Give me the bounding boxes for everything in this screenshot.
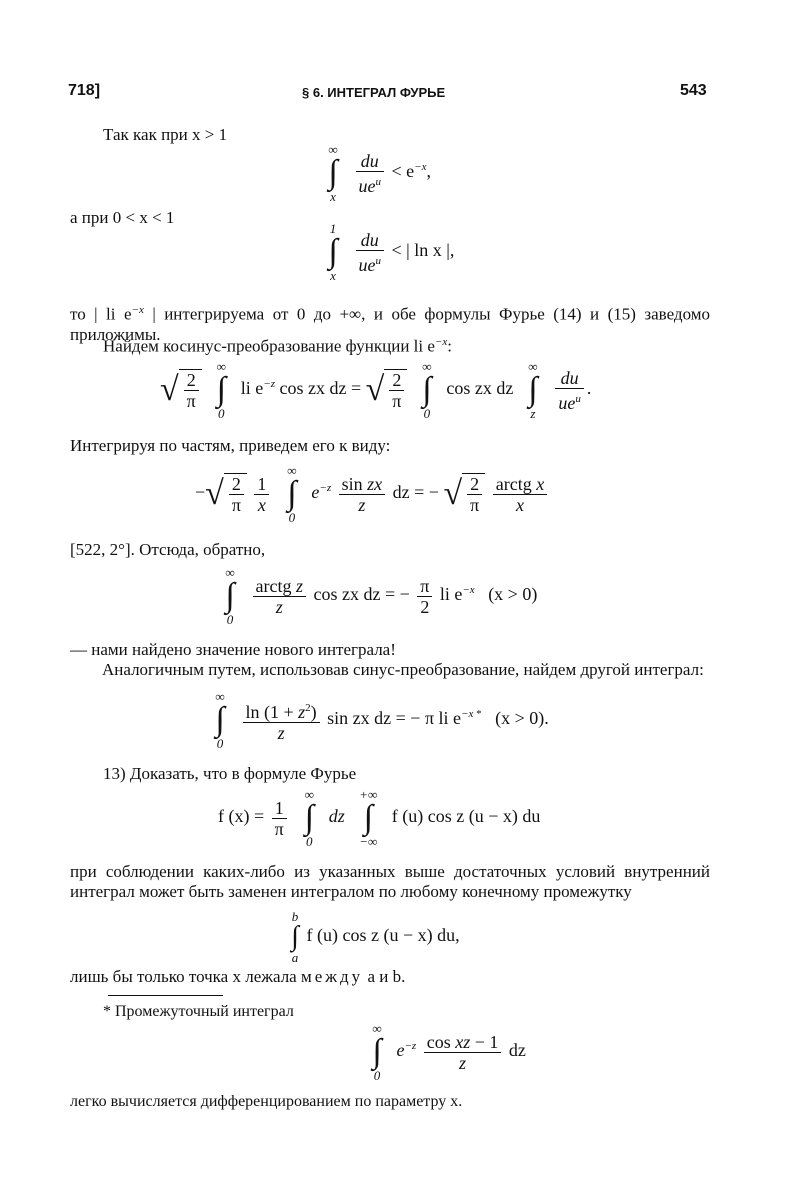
- paragraph: Аналогичным путем, использовав синус-преобразование, найдем другой интеграл:: [102, 660, 704, 679]
- equation: f (x) = $\frac{1}{\pi}$ ∞ ∫ 0 dz +∞ ∫ −∞ f (u) cos z (u − x) du: [218, 787, 541, 849]
- equation: ∞ ∫ 0 $\frac{\text{arctg z}}{z}$ cos zx dz = − $\frac{\pi}{2}$ li $e^{-x}$ (x > 0): [225, 565, 538, 627]
- text-line: Найдем косинус-преобразование функции li $e^{-x}$:: [103, 336, 452, 356]
- text-line: а при 0 < x < 1: [70, 208, 175, 227]
- paragraph: при соблюдении каких-либо из указанных выше достаточных условий внутренний интеграл может быть заменен интегралом по любому конечному промежутку: [70, 862, 710, 901]
- equation-text: (x > 0).: [495, 708, 549, 729]
- text-span: между: [300, 967, 364, 986]
- equation-text: cos zx dz = −: [313, 584, 410, 605]
- equation-text: cos zx dz =: [279, 378, 362, 399]
- text-span: Найдем косинус-преобразование функции li e: [103, 336, 435, 356]
- text-line: [522, 2°]. Отсюда, обратно,: [70, 540, 266, 559]
- equation: ∞ ∫ x $\frac{du}{ue^u}$ < $e^{-x}$,: [328, 142, 431, 204]
- running-title: § 6. ИНТЕГРАЛ ФУРЬЕ: [302, 85, 446, 100]
- text-line: Интегрируя по частям, приведем его к виду:: [70, 436, 391, 455]
- equation-text: cos zx dz: [446, 378, 514, 399]
- section-number: 718]: [68, 82, 101, 99]
- text-line: 13) Доказать, что в формуле Фурье: [103, 764, 357, 783]
- text-line: [70, 967, 405, 987]
- equation-text: < e: [391, 161, 415, 182]
- footnote-rule: [108, 995, 223, 996]
- equation-text: li e: [240, 378, 264, 399]
- text-span: a и b.: [367, 967, 406, 986]
- equation: b ∫ a f (u) cos z (u − x) du,: [291, 909, 460, 965]
- equation: ∞ ∫ 0 $e^{-z}$ $\frac{\text{cos xz − 1}}{z}$ dz: [372, 1021, 526, 1083]
- equation-text: li e: [439, 584, 463, 605]
- equation: 1 ∫ x $\frac{du}{ue^u}$ < | ln x |,: [328, 221, 455, 283]
- paragraph-text: то | li e: [70, 304, 132, 324]
- paragraph: то | li $e^{-x}$ | интегрируема от 0 до +∞, и обе формулы Фурье (14) и (15) заведомо приложимы.: [70, 304, 711, 344]
- paragraph-text: | интегрируема от 0 до +∞, и обе формулы Фурье (14) и (15) заведомо приложимы.: [70, 304, 711, 344]
- text-line: Так как при x > 1: [103, 125, 228, 144]
- equation-text: f (x) =: [218, 806, 265, 827]
- equation-text: f (u) cos z (u − x) du: [391, 806, 541, 827]
- equation-text: f (u) cos z (u − x) du,: [306, 925, 460, 946]
- equation-text: dz: [508, 1040, 526, 1061]
- text-span: лишь бы только точка x лежала: [70, 967, 297, 986]
- equation: √ $\frac{2}{\pi}$ ∞ ∫ 0 li $e^{-z}$ cos zx dz = √ $\frac{2}{\pi}$ ∞ ∫ 0 cos zx dz ∞ ∫ z $\frac{du}{ue^u}$ .: [160, 359, 592, 421]
- equation: −√ $\frac{2}{\pi}$ $\frac{1}{x}$ ∞ ∫ 0 $e^{-z}$ $\frac{\text{sin zx}}{z}$ dz = − √ $\frac{2}{\pi}$ $\frac{\text{arctg x}}{x}$: [195, 464, 550, 524]
- footnote-text: * Промежуточный интеграл: [103, 1003, 294, 1020]
- page-number: 543: [680, 82, 707, 99]
- equation-text: (x > 0): [488, 584, 538, 605]
- text-line: — нами найдено значение нового интеграла!: [70, 640, 396, 659]
- equation-text: < | ln x |,: [391, 240, 455, 261]
- equation-text: dz = −: [392, 482, 439, 503]
- equation: ∞ ∫ 0 $\frac{\ln (1 + z^2)}{z}$ sin zx dz = − π li $e^{-x *}$ (x > 0).: [215, 689, 549, 751]
- footnote-text: легко вычисляется дифференцированием по параметру x.: [70, 1093, 463, 1110]
- equation-text: sin zx dz = − π li e: [327, 708, 462, 729]
